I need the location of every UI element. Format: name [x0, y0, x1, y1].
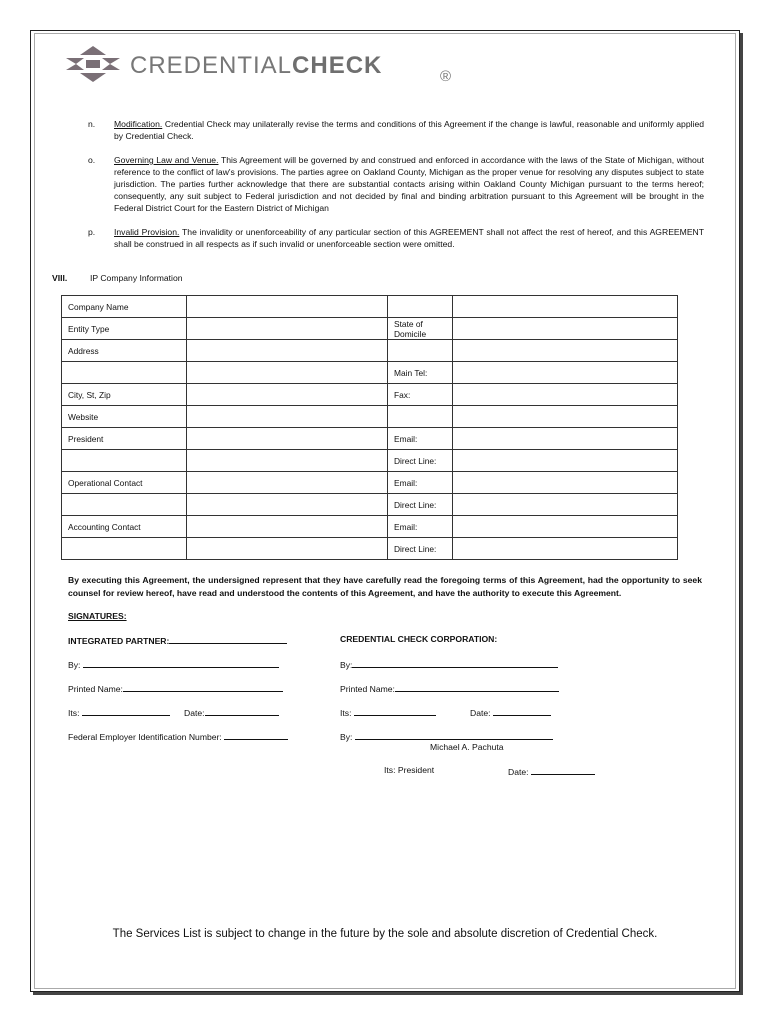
table-row: [62, 472, 678, 494]
field-input[interactable]: [453, 428, 678, 450]
field-label: Direct Line:: [388, 538, 453, 560]
company-label: CREDENTIAL CHECK CORPORATION:: [340, 634, 498, 644]
clause-text: [114, 154, 704, 214]
field-label: State of Domicile: [388, 318, 453, 340]
clause-n: [88, 118, 704, 142]
clause-label: p.: [88, 227, 96, 237]
field-input[interactable]: [453, 318, 678, 340]
clause-p: [88, 226, 704, 250]
clause-text: [114, 226, 704, 250]
by-label: By:: [340, 660, 353, 670]
table-row: [62, 428, 678, 450]
field-input[interactable]: [187, 494, 388, 516]
partner-its-row: [68, 706, 170, 718]
table-row: [62, 318, 678, 340]
field-label: Company Name: [62, 296, 187, 318]
date-label: Date:: [184, 708, 205, 718]
field-input[interactable]: [453, 362, 678, 384]
clause-label: n.: [88, 119, 96, 129]
field-label: [388, 296, 453, 318]
field-input[interactable]: [453, 296, 678, 318]
table-row: [62, 340, 678, 362]
field-label: [62, 362, 187, 384]
field-input[interactable]: [453, 472, 678, 494]
field-label: City, St, Zip: [62, 384, 187, 406]
table-row: [62, 362, 678, 384]
table-row: [62, 406, 678, 428]
clause-body: Credential Check may unilaterally revise the terms and conditions of this Agreement if the change is lawful, reasonable and uniformly applied by Credential Check.: [114, 119, 704, 141]
field-input[interactable]: [187, 472, 388, 494]
field-input[interactable]: [453, 494, 678, 516]
field-input[interactable]: [453, 384, 678, 406]
field-input[interactable]: [187, 296, 388, 318]
clause-body: This Agreement will be governed by and construed and enforced in accordance with the laws of the State of Michigan, without reference to the conflict of law's provisions. The parties agree on Oakland County, Michigan as the proper venue for resolving any disputes subject to state jurisdiction. The parties further acknowledge that there are substantial contacts arising within Oakland County Michigan pursuant to the terms hereof; consequently, any suit subject to Federal jurisdiction and not decided by final and binding arbitration pursuant to this Agreement will be brought in the Federal District Court for the Eastern District of Michigan: [114, 155, 704, 213]
company-by2-row: [340, 730, 553, 742]
field-input[interactable]: [187, 428, 388, 450]
section-heading: [52, 273, 183, 283]
printed-name-label: Printed Name:: [68, 684, 123, 694]
signer-name: Michael A. Pachuta: [430, 742, 504, 752]
company-date-row: [470, 706, 551, 718]
clause-title: Modification.: [114, 119, 163, 129]
field-input[interactable]: [187, 450, 388, 472]
printed-name-label: Printed Name:: [340, 684, 395, 694]
partner-by-row: [68, 658, 279, 670]
table-row: [62, 450, 678, 472]
field-label: Entity Type: [62, 318, 187, 340]
table-row: [62, 516, 678, 538]
field-label: Accounting Contact: [62, 516, 187, 538]
field-label: Website: [62, 406, 187, 428]
field-label: President: [62, 428, 187, 450]
clause-label: o.: [88, 155, 96, 165]
field-input[interactable]: [453, 516, 678, 538]
field-input[interactable]: [187, 384, 388, 406]
company-by-line[interactable]: [352, 658, 558, 668]
field-input[interactable]: [453, 538, 678, 560]
signer-date-row: [508, 765, 595, 777]
partner-printed-name-line[interactable]: [123, 682, 283, 692]
partner-date-row: [184, 706, 279, 718]
company-by2-line[interactable]: [355, 730, 553, 740]
company-its-row: [340, 706, 436, 718]
logo-wordmark: [130, 52, 382, 80]
fein-line[interactable]: [224, 730, 288, 740]
field-label: Email:: [388, 516, 453, 538]
field-label: Operational Contact: [62, 472, 187, 494]
clause-text: [114, 118, 704, 142]
footer-note: The Services List is subject to change in the future by the sole and absolute discretion of Credential Check.: [112, 928, 658, 940]
partner-its-line[interactable]: [82, 706, 170, 716]
logo-text-light: CREDENTIAL: [130, 52, 293, 79]
field-label: [62, 538, 187, 560]
clause-title: Invalid Provision.: [114, 227, 180, 237]
its-label: Its:: [340, 708, 352, 718]
section-title: IP Company Information: [90, 273, 183, 283]
by-label: By:: [340, 732, 353, 742]
credential-check-logo-icon: [62, 44, 124, 84]
company-info-table: [61, 295, 678, 560]
partner-printed-name-row: [68, 682, 283, 694]
company-by-row: [340, 658, 558, 670]
table-row: [62, 494, 678, 516]
field-input[interactable]: [187, 362, 388, 384]
table-row: [62, 538, 678, 560]
field-input[interactable]: [187, 538, 388, 560]
by-label: By:: [68, 660, 81, 670]
logo-text-bold: CHECK: [292, 52, 383, 79]
partner-name-line[interactable]: [169, 634, 287, 644]
field-label: [62, 494, 187, 516]
field-label: [388, 340, 453, 362]
execution-statement: By executing this Agreement, the undersigned represent that they have carefully read the foregoing terms of this Agreement, had the opportunity to seek counsel for review hereof, have read and understood the contents of this Agreement, and have the authority to execute this Agreement.: [68, 575, 702, 598]
field-input[interactable]: [453, 406, 678, 428]
signer-title: Its: President: [384, 765, 435, 775]
date-label: Date:: [470, 708, 491, 718]
table-row: [62, 296, 678, 318]
date-label: Date:: [508, 767, 529, 777]
partner-label-row: [68, 634, 287, 646]
fein-label: Federal Employer Identification Number:: [68, 732, 222, 742]
clauses: [88, 118, 704, 262]
partner-date-line[interactable]: [205, 706, 279, 716]
logo: [62, 44, 452, 85]
fein-row: [68, 730, 288, 742]
partner-by-line[interactable]: [83, 658, 279, 668]
its-label: Its:: [68, 708, 80, 718]
clause-o: [88, 154, 704, 214]
company-printed-name-line[interactable]: [395, 682, 559, 692]
company-date-line[interactable]: [493, 706, 551, 716]
table-row: [62, 384, 678, 406]
field-label: Fax:: [388, 384, 453, 406]
field-label: Direct Line:: [388, 450, 453, 472]
registered-mark: ®: [440, 68, 452, 85]
field-input[interactable]: [453, 340, 678, 362]
field-label: Email:: [388, 472, 453, 494]
field-label: Email:: [388, 428, 453, 450]
company-its-line[interactable]: [354, 706, 436, 716]
field-input[interactable]: [187, 340, 388, 362]
section-number: VIII.: [52, 273, 68, 283]
field-input[interactable]: [187, 516, 388, 538]
field-input[interactable]: [187, 318, 388, 340]
field-label: Main Tel:: [388, 362, 453, 384]
field-label: [62, 450, 187, 472]
field-input[interactable]: [187, 406, 388, 428]
signatures-heading: SIGNATURES:: [68, 611, 127, 621]
clause-title: Governing Law and Venue.: [114, 155, 219, 165]
clause-body: The invalidity or unenforceability of any particular section of this AGREEMENT shall not affect the rest of hereof, and this AGREEMENT shall be construed in all respects as if such invalid or unenforceable section were omitted.: [114, 227, 705, 249]
field-label: Direct Line:: [388, 494, 453, 516]
field-label: [388, 406, 453, 428]
company-printed-name-row: [340, 682, 559, 694]
signer-date-line[interactable]: [531, 765, 595, 775]
partner-label: INTEGRATED PARTNER:: [68, 636, 170, 646]
field-label: Address: [62, 340, 187, 362]
field-input[interactable]: [453, 450, 678, 472]
